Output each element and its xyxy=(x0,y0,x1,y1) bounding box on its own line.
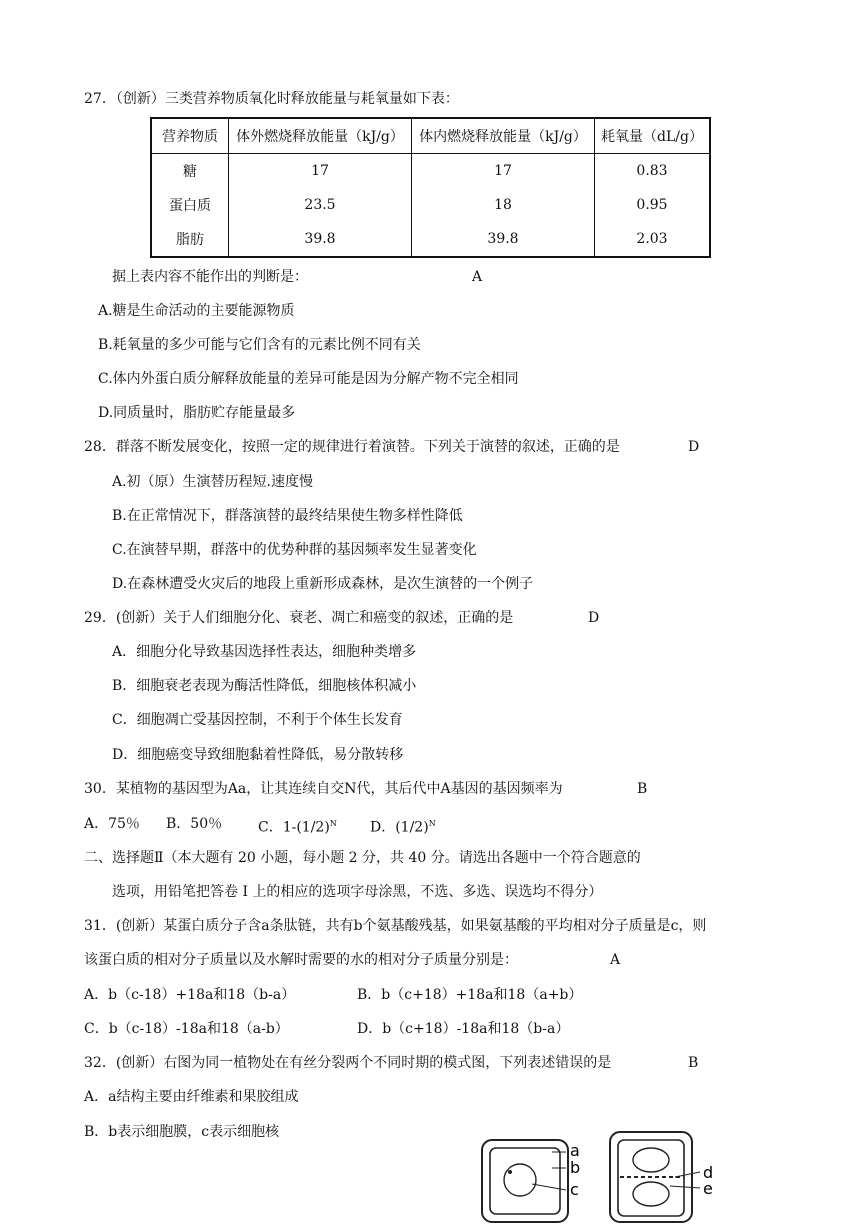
q29-option-d: D．细胞癌变导致细胞黏着性降低，易分散转移 xyxy=(112,747,404,763)
pointer-line xyxy=(675,1172,700,1177)
q27-stem: 27．（创新）三类营养物质氧化时释放能量与耗氧量如下表： xyxy=(84,91,459,107)
label-b: b xyxy=(570,1158,581,1177)
q28-option-d: D.在森林遭受火灾后的地段上重新形成森林，是次生演替的一个例子 xyxy=(112,576,534,592)
table-cell: 脂肪 xyxy=(151,222,229,257)
q30-answer: B xyxy=(637,781,648,797)
table-cell: 18 xyxy=(412,188,595,222)
q31-option-d: D．b（c+18）-18a和18（b-a） xyxy=(357,1021,570,1037)
section-2-heading: 二、选择题Ⅱ（本大题有 20 小题，每小题 2 分，共 40 分。请选出各题中一个符合题意的 xyxy=(84,850,641,866)
q32-answer: B xyxy=(688,1055,699,1071)
q31-option-a: A．b（c-18）+18a和18（b-a） xyxy=(84,987,296,1003)
daughter-nucleus-bottom xyxy=(633,1182,669,1206)
q30-option-d-exponent: N xyxy=(428,819,436,828)
q27-option-b: B.耗氧量的多少可能与它们含有的元素比例不同有关 xyxy=(98,337,421,353)
table-cell: 0.83 xyxy=(595,154,711,189)
q28-answer: D xyxy=(688,439,700,455)
q28-option-c: C.在演替早期，群落中的优势种群的基因频率发生显著变化 xyxy=(112,542,477,558)
q28-option-a: A.初（原）生演替历程短.速度慢 xyxy=(112,474,314,490)
label-c: c xyxy=(570,1180,579,1199)
table-cell: 17 xyxy=(229,154,412,189)
q30-option-b: B．50％ xyxy=(166,816,223,832)
label-e: e xyxy=(703,1179,713,1198)
label-d: d xyxy=(703,1163,714,1182)
q32-option-a: A．a结构主要由纤维素和果胶组成 xyxy=(84,1089,299,1105)
q30-option-d xyxy=(370,815,436,837)
q31-stem-cont: 该蛋白质的相对分子质量以及水解时需要的水的相对分子质量分别是： xyxy=(84,952,518,968)
pointer-line xyxy=(670,1186,700,1188)
table-header: 体外燃烧释放能量（kJ/g） xyxy=(229,118,412,154)
q32-option-b: B．b表示细胞膜，c表示细胞核 xyxy=(84,1124,280,1140)
q28-stem: 28．群落不断发展变化，按照一定的规律进行着演替。下列关于演替的叙述，正确的是 xyxy=(84,439,620,455)
q28-option-b: B.在正常情况下，群落演替的最终结果使生物多样性降低 xyxy=(112,508,463,524)
table-cell: 39.8 xyxy=(229,222,412,257)
pointer-line xyxy=(532,1184,566,1190)
nutrient-table xyxy=(150,117,711,258)
q30-option-c-text: C．1-(1/2) xyxy=(258,819,330,836)
q30-stem: 30．某植物的基因型为Aa，让其连续自交N代，其后代中A基因的基因频率为 xyxy=(84,781,563,797)
q31-option-c: C．b（c-18）-18a和18（a-b） xyxy=(84,1021,289,1037)
q27-option-d: D.同质量时，脂肪贮存能量最多 xyxy=(98,405,296,421)
q30-option-d-text: D．(1/2) xyxy=(370,819,429,836)
daughter-nucleus-top xyxy=(633,1148,669,1172)
table-cell: 23.5 xyxy=(229,188,412,222)
q29-stem: 29．(创新）关于人们细胞分化、衰老、凋亡和癌变的叙述，正确的是 xyxy=(84,610,514,626)
q30-option-a: A．75％ xyxy=(84,816,140,832)
q29-option-c: C．细胞凋亡受基因控制，不利于个体生长发育 xyxy=(112,712,403,728)
q32-stem: 32．(创新）右图为同一植物处在有丝分裂两个不同时期的模式图，下列表述错误的是 xyxy=(84,1055,612,1071)
table-cell: 39.8 xyxy=(412,222,595,257)
q30-option-c-exponent: N xyxy=(329,819,337,828)
table-header: 体内燃烧释放能量（kJ/g） xyxy=(412,118,595,154)
q30-option-c xyxy=(258,815,337,837)
left-cell-nucleolus xyxy=(508,1170,512,1174)
table-cell: 2.03 xyxy=(595,222,711,257)
q27-answer: A xyxy=(472,269,483,285)
q31-answer: A xyxy=(610,952,621,968)
q29-option-a: A．细胞分化导致基因选择性表达，细胞种类增多 xyxy=(112,644,417,660)
q27-option-c: C.体内外蛋白质分解释放能量的差异可能是因为分解产物不完全相同 xyxy=(98,371,519,387)
mitosis-figure xyxy=(470,1128,750,1224)
q31-stem: 31．(创新）某蛋白质分子含a条肽链，共有b个氨基酸残基，如果氨基酸的平均相对分子质量是c，则 xyxy=(84,918,707,934)
left-cell-nucleus xyxy=(504,1164,536,1196)
section-2-instructions: 选项，用铅笔把答卷 I 上的相应的选项字母涂黑，不选、多选、误选均不得分） xyxy=(112,884,603,900)
left-cell-membrane xyxy=(490,1148,560,1214)
table-header: 耗氧量（dL/g） xyxy=(595,118,711,154)
table-cell: 蛋白质 xyxy=(151,188,229,222)
q27-option-a: A.糖是生命活动的主要能源物质 xyxy=(98,303,295,319)
label-a: a xyxy=(570,1141,580,1160)
q31-option-b: B．b（c+18）+18a和18（a+b） xyxy=(357,987,583,1003)
table-cell: 糖 xyxy=(151,154,229,189)
q29-answer: D xyxy=(588,610,600,626)
q27-prompt: 据上表内容不能作出的判断是： xyxy=(112,269,308,285)
table-header: 营养物质 xyxy=(151,118,229,154)
table-cell: 17 xyxy=(412,154,595,189)
q29-option-b: B．细胞衰老表现为酶活性降低，细胞核体积减小 xyxy=(112,678,417,694)
table-cell: 0.95 xyxy=(595,188,711,222)
